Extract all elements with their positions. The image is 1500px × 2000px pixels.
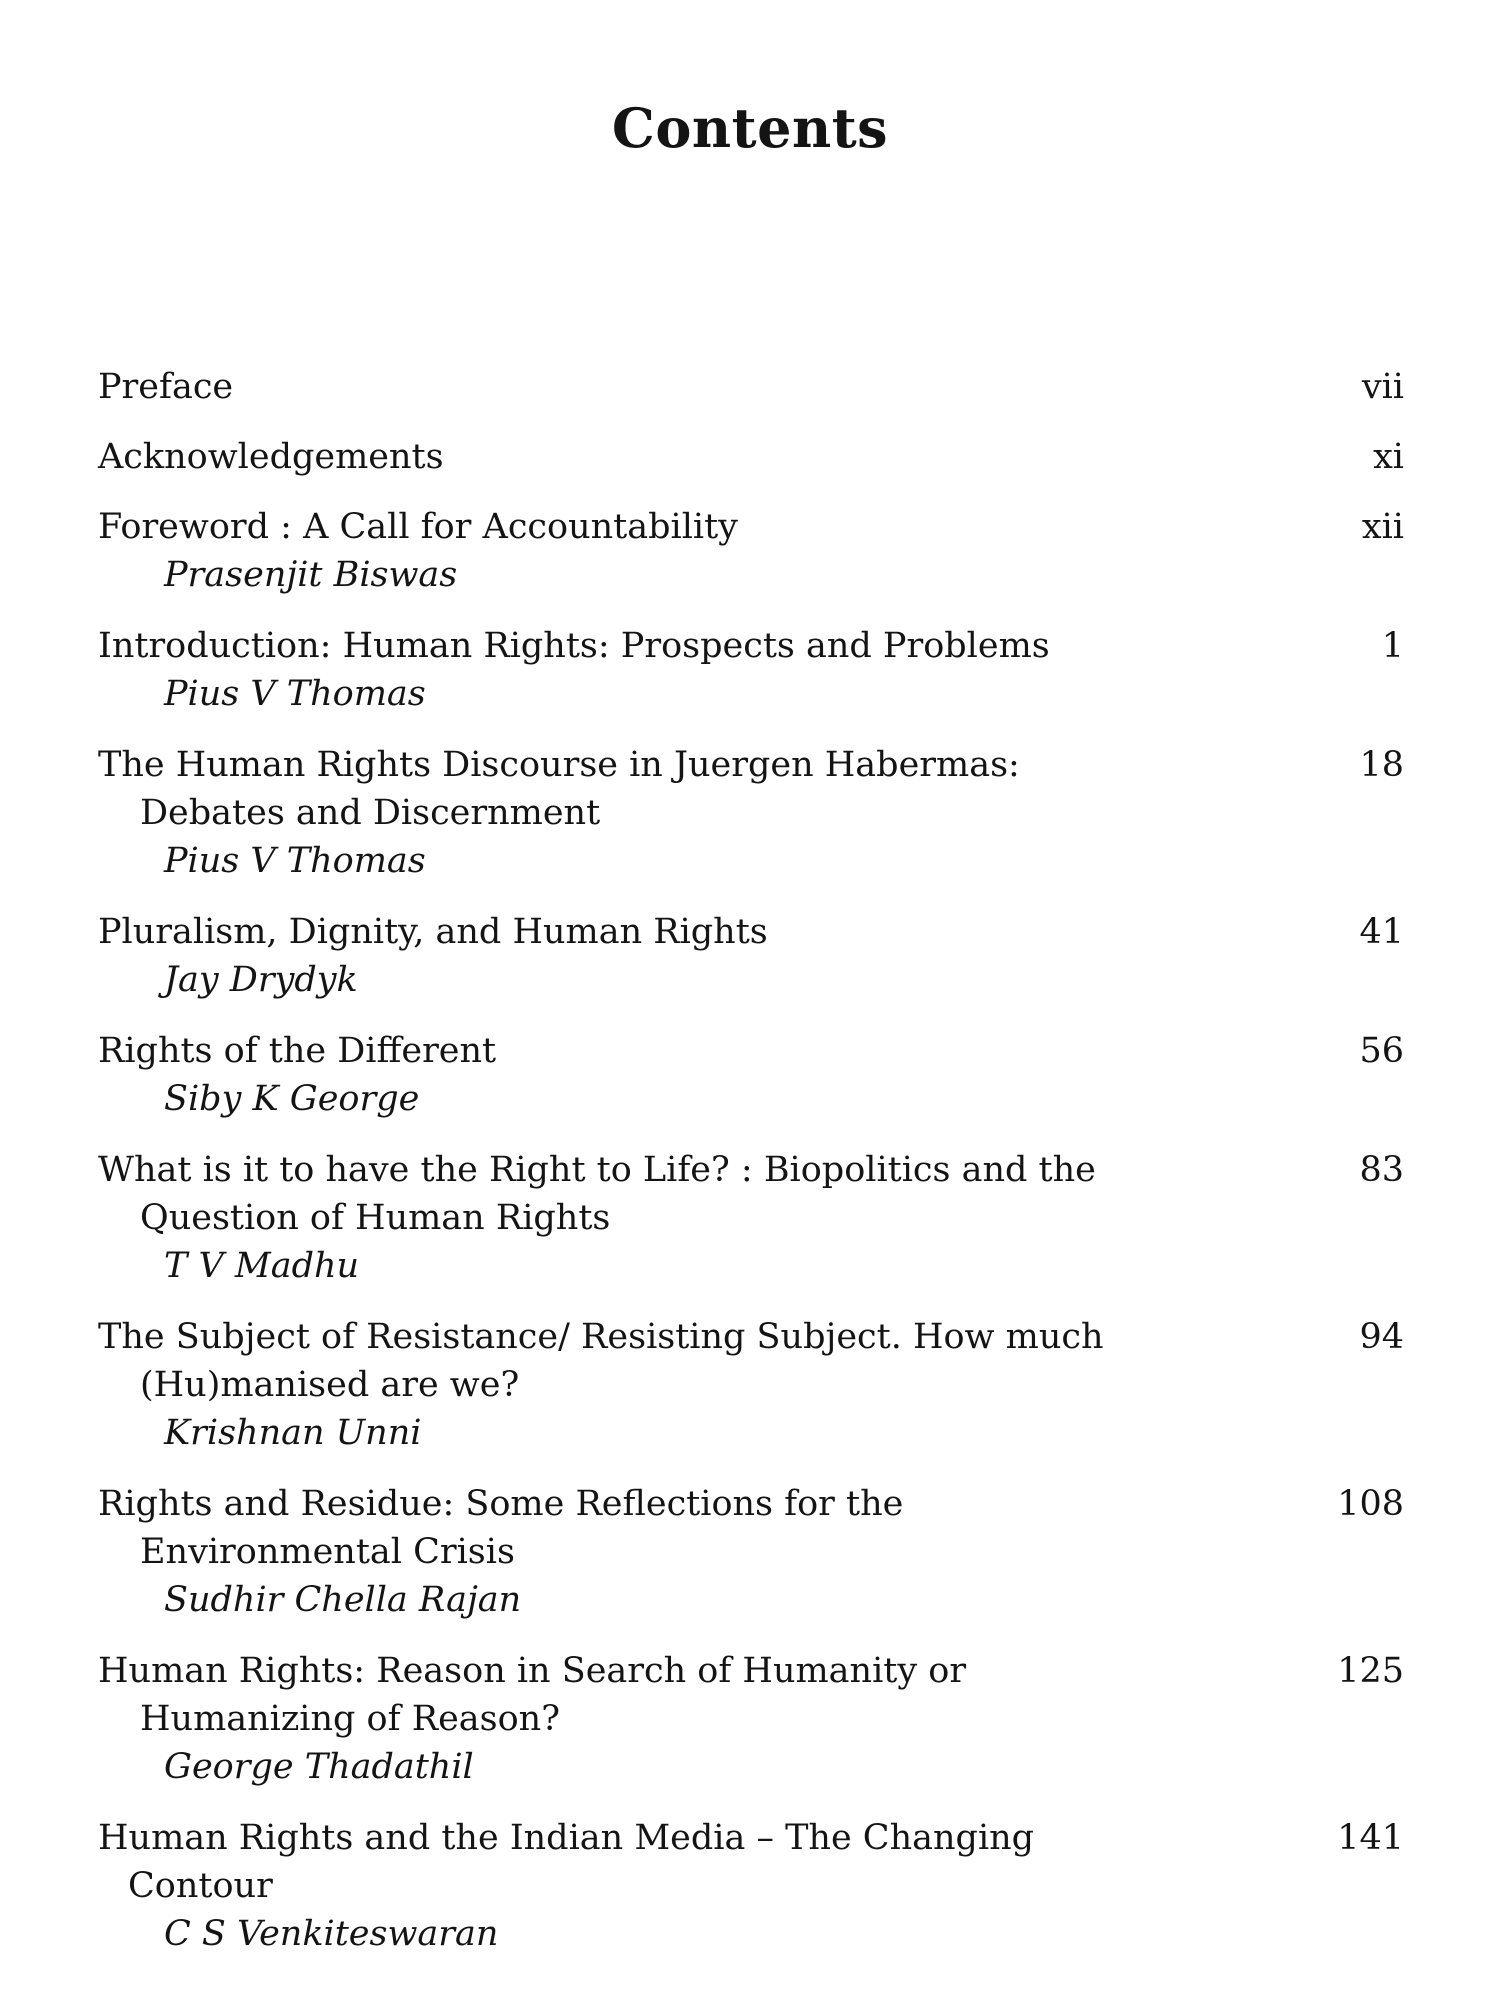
toc-entry-author: George Thadathil (164, 1747, 474, 1787)
toc-entry-text (98, 433, 1138, 481)
toc-entry-title: Human Rights and the Indian Media – The Changing (98, 1818, 1035, 1858)
toc-entry-author: Pius V Thomas (164, 841, 426, 881)
toc-entry-text (98, 1146, 1138, 1290)
toc-entry-acknowledgements (98, 433, 1404, 481)
toc-entry-author: Pius V Thomas (164, 674, 426, 714)
toc-entry-text (98, 1027, 1138, 1123)
toc-entry-title: Pluralism, Dignity, and Human Rights (98, 912, 768, 952)
toc-entry-title: The Human Rights Discourse in Juergen Habermas: (98, 745, 1020, 785)
toc-entry-title: Acknowledgements (98, 437, 444, 477)
toc-page-number: 18 (1359, 745, 1404, 785)
toc-entry-text (98, 622, 1138, 718)
toc-entry-text (98, 1480, 1138, 1624)
toc-entry-title: Rights and Residue: Some Reflections for the (98, 1484, 904, 1524)
toc-entry-title: What is it to have the Right to Life? : Biopolitics and the (98, 1150, 1096, 1190)
toc-entry-author: Krishnan Unni (164, 1413, 422, 1453)
toc-entry-rights-residue (98, 1480, 1404, 1624)
toc-page-number: 94 (1359, 1317, 1404, 1357)
toc-entry-author: Prasenjit Biswas (164, 555, 458, 595)
toc-entry-title: Rights of the Different (98, 1031, 497, 1071)
toc-entry-habermas (98, 741, 1404, 885)
toc-entry-preface (98, 363, 1404, 411)
toc-entry-author: C S Venkiteswaran (164, 1914, 499, 1954)
toc-entry-text (98, 908, 1138, 1004)
toc-page-number: xii (1361, 507, 1404, 547)
toc-page-number: vii (1361, 367, 1404, 407)
toc-entry-pluralism (98, 908, 1404, 1004)
toc-entry-title-continued: Environmental Crisis (140, 1532, 515, 1572)
page-title: Contents (611, 96, 889, 160)
toc-entry-author: Sudhir Chella Rajan (164, 1580, 522, 1620)
toc-page-number: xi (1373, 437, 1404, 477)
toc-entry-title-continued: Question of Human Rights (140, 1198, 611, 1238)
toc-entry-right-to-life (98, 1146, 1404, 1290)
toc-entry-text (98, 1814, 1138, 1958)
toc-entry-text (98, 503, 1138, 599)
toc-page-number: 56 (1359, 1031, 1404, 1071)
toc-entry-author: T V Madhu (164, 1246, 360, 1286)
toc-page-number: 108 (1337, 1484, 1404, 1524)
toc-entry-title-continued: Contour (128, 1866, 273, 1906)
toc-entry-author: Jay Drydyk (164, 960, 358, 1000)
toc-entry-resistance (98, 1313, 1404, 1457)
toc-entry-introduction (98, 622, 1404, 718)
toc-page-number: 125 (1337, 1651, 1404, 1691)
toc-page-number: 41 (1359, 912, 1404, 952)
table-of-contents (98, 363, 1404, 1958)
toc-entry-author: Siby K George (164, 1079, 420, 1119)
toc-entry-text (98, 363, 1138, 411)
toc-entry-title-continued: (Hu)manised are we? (140, 1365, 520, 1405)
toc-entry-text (98, 741, 1138, 885)
toc-page-number: 1 (1381, 626, 1404, 666)
toc-page-number: 83 (1359, 1150, 1404, 1190)
toc-entry-title-continued: Humanizing of Reason? (140, 1699, 560, 1739)
toc-entry-title: The Subject of Resistance/ Resisting Subject. How much (98, 1317, 1104, 1357)
toc-entry-reason-humanity (98, 1647, 1404, 1791)
toc-entry-text (98, 1313, 1138, 1457)
toc-entry-title: Human Rights: Reason in Search of Humanity or (98, 1651, 967, 1691)
toc-entry-title-continued: Debates and Discernment (140, 793, 601, 833)
toc-entry-indian-media (98, 1814, 1404, 1958)
toc-entry-title: Introduction: Human Rights: Prospects and Problems (98, 626, 1050, 666)
toc-entry-rights-different (98, 1027, 1404, 1123)
toc-page-number: 141 (1337, 1818, 1404, 1858)
toc-entry-text (98, 1647, 1138, 1791)
toc-entry-title: Preface (98, 367, 234, 407)
toc-entry-foreword (98, 503, 1404, 599)
toc-entry-title: Foreword : A Call for Accountability (98, 507, 738, 547)
